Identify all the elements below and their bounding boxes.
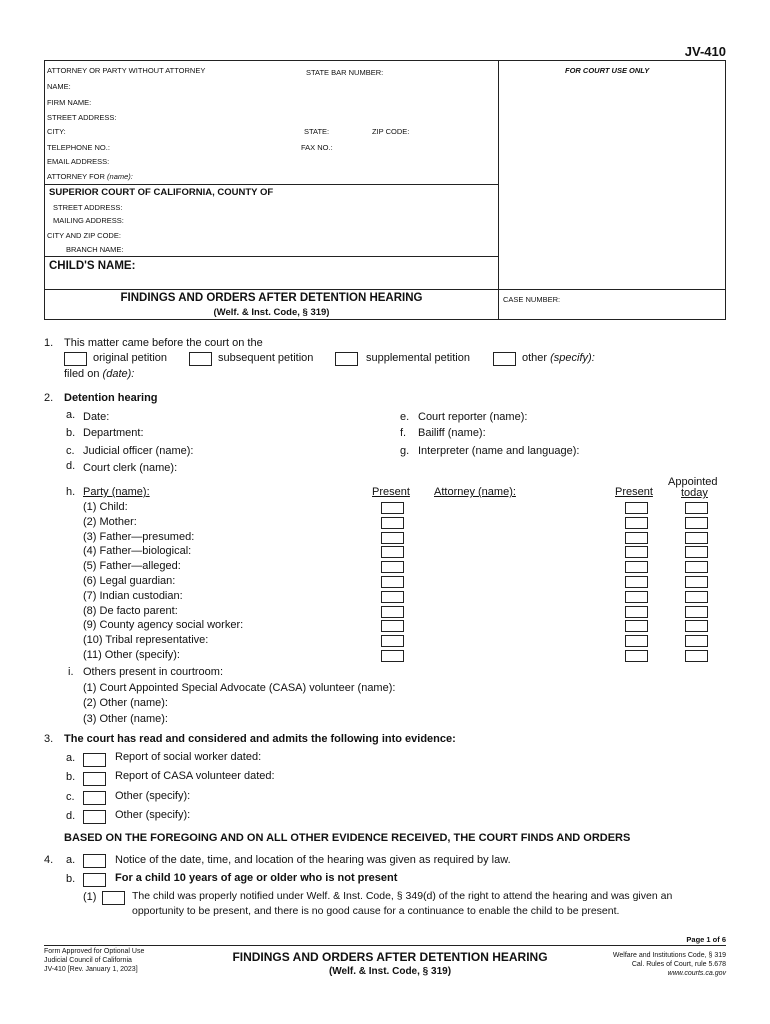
- court-heading: SUPERIOR COURT OF CALIFORNIA, COUNTY OF: [49, 187, 274, 198]
- court-reporter-label[interactable]: Court reporter (name):: [418, 411, 528, 423]
- party-row-label: (7) Indian custodian:: [83, 590, 183, 602]
- footer-website[interactable]: www.courts.ca.gov: [667, 970, 726, 977]
- attorney-appointed-checkbox[interactable]: [685, 532, 708, 544]
- child-notified-line1: The child was properly notified under Welf. & Inst. Code, § 349(d) of the right to attend the hearing and was given an: [132, 890, 673, 902]
- footer-approved: Form Approved for Optional Use: [44, 948, 145, 955]
- bailiff-label[interactable]: Bailiff (name):: [418, 427, 486, 439]
- child-notified-line2: opportunity to be present, and there is no good cause for a continuance to enable the child to be present.: [132, 905, 620, 917]
- court-branch-label[interactable]: BRANCH NAME:: [66, 245, 124, 254]
- party-present-checkbox[interactable]: [381, 591, 404, 603]
- attorney-present-checkbox[interactable]: [625, 517, 648, 529]
- party-row-label: (2) Mother:: [83, 516, 137, 528]
- email-label[interactable]: EMAIL ADDRESS:: [47, 157, 110, 166]
- attorney-appointed-checkbox[interactable]: [685, 650, 708, 662]
- others-present-label: Others present in courtroom:: [83, 666, 224, 678]
- party-present-checkbox[interactable]: [381, 532, 404, 544]
- caption-rule-3: [44, 289, 726, 290]
- child-not-present-checkbox[interactable]: [83, 873, 106, 887]
- item3c-letter: c.: [66, 791, 75, 803]
- footer-title: FINDINGS AND ORDERS AFTER DETENTION HEARING: [232, 950, 548, 964]
- court-mailing-label[interactable]: MAILING ADDRESS:: [53, 216, 124, 225]
- supplemental-petition-checkbox[interactable]: [335, 352, 358, 366]
- fax-label[interactable]: FAX NO.:: [301, 143, 333, 152]
- attorney-appointed-checkbox[interactable]: [685, 591, 708, 603]
- item1-text: This matter came before the court on the: [64, 337, 263, 349]
- party-row-label: (11) Other (specify):: [83, 649, 180, 661]
- state-label[interactable]: STATE:: [304, 127, 330, 136]
- footer-statute: Welfare and Institutions Code, § 319: [612, 952, 726, 959]
- attorney-present-checkbox[interactable]: [625, 561, 648, 573]
- other-petition-checkbox[interactable]: [493, 352, 516, 366]
- party-present-checkbox[interactable]: [381, 517, 404, 529]
- party-present-checkbox[interactable]: [381, 606, 404, 618]
- filed-on-label[interactable]: [64, 368, 134, 380]
- party-present-checkbox[interactable]: [381, 502, 404, 514]
- item4a-letter: a.: [66, 854, 76, 866]
- attorney-present-checkbox[interactable]: [625, 650, 648, 662]
- findings-heading: BASED ON THE FOREGOING AND ON ALL OTHER EVIDENCE RECEIVED, THE COURT FINDS AND ORDERS: [64, 832, 631, 844]
- subsequent-petition-checkbox[interactable]: [189, 352, 212, 366]
- item3d-letter: d.: [66, 810, 76, 822]
- item2d-letter: d.: [66, 460, 76, 472]
- other-petition-label: [522, 352, 595, 364]
- street-label[interactable]: STREET ADDRESS:: [47, 113, 117, 122]
- item2f-letter: f.: [400, 427, 407, 439]
- item3b-letter: b.: [66, 771, 76, 783]
- other-name-1-label[interactable]: (2) Other (name):: [83, 697, 168, 709]
- state-bar-label[interactable]: STATE BAR NUMBER:: [306, 68, 384, 77]
- attorney-present-checkbox[interactable]: [625, 502, 648, 514]
- party-header: Party (name):: [83, 486, 150, 498]
- zip-label[interactable]: ZIP CODE:: [372, 127, 410, 136]
- firm-label[interactable]: FIRM NAME:: [47, 98, 92, 107]
- court-street-label[interactable]: STREET ADDRESS:: [53, 203, 123, 212]
- item3-heading: The court has read and considered and admits the following into evidence:: [64, 733, 456, 745]
- party-row-label: (6) Legal guardian:: [83, 575, 176, 587]
- party-present-checkbox[interactable]: [381, 620, 404, 632]
- attorney-present-checkbox[interactable]: [625, 635, 648, 647]
- other-text: other: [522, 352, 548, 364]
- social-worker-report-checkbox[interactable]: [83, 753, 106, 767]
- other-specify: (specify):: [550, 352, 595, 364]
- attorney-appointed-checkbox[interactable]: [685, 546, 708, 558]
- footer-subtitle: (Welf. & Inst. Code, § 319): [328, 966, 452, 977]
- item4b1-number: (1): [83, 891, 97, 903]
- attorney-present-checkbox[interactable]: [625, 546, 648, 558]
- department-label[interactable]: Department:: [83, 427, 144, 439]
- attorney-appointed-checkbox[interactable]: [685, 561, 708, 573]
- casa-report-label: Report of CASA volunteer dated:: [115, 770, 275, 782]
- party-row-label: (5) Father—alleged:: [83, 560, 181, 572]
- party-row-label: (4) Father—biological:: [83, 545, 192, 557]
- party-present-checkbox[interactable]: [381, 650, 404, 662]
- attorney-appointed-checkbox[interactable]: [685, 502, 708, 514]
- footer-revision: JV-410 [Rev. January 1, 2023]: [44, 966, 138, 973]
- item4-number: 4.: [44, 854, 54, 866]
- item2g-letter: g.: [400, 445, 410, 457]
- item3-number: 3.: [44, 733, 54, 745]
- attorney-appointed-checkbox[interactable]: [685, 576, 708, 588]
- supplemental-petition-label: supplemental petition: [366, 352, 470, 364]
- attorney-for-name: (name):: [107, 172, 133, 181]
- attorney-present-checkbox[interactable]: [625, 606, 648, 618]
- party-present-checkbox[interactable]: [381, 576, 404, 588]
- item1-number: 1.: [44, 337, 54, 349]
- present-header: Present: [372, 486, 410, 498]
- caption-rule-1: [44, 184, 499, 185]
- case-number-label[interactable]: CASE NUMBER:: [503, 295, 561, 304]
- casa-volunteer-label[interactable]: (1) Court Appointed Special Advocate (CASA) volunteer (name):: [83, 682, 396, 694]
- item2h-letter: h.: [66, 486, 76, 498]
- page-number: Page 1 of 6: [686, 935, 726, 944]
- attorney-present-checkbox[interactable]: [625, 591, 648, 603]
- item2i-letter: i.: [68, 666, 74, 678]
- court-clerk-label[interactable]: Court clerk (name):: [83, 462, 178, 474]
- party-present-checkbox[interactable]: [381, 635, 404, 647]
- notice-given-checkbox[interactable]: [83, 854, 106, 868]
- party-present-checkbox[interactable]: [381, 561, 404, 573]
- attorney-present-checkbox[interactable]: [625, 576, 648, 588]
- item2-number: 2.: [44, 392, 54, 404]
- attorney-for-label[interactable]: [47, 172, 133, 181]
- attorney-for-text: ATTORNEY FOR: [47, 172, 105, 181]
- form-number: JV-410: [684, 44, 726, 59]
- party-row-label: (9) County agency social worker:: [83, 619, 244, 631]
- today-header: today: [681, 487, 708, 499]
- judicial-officer-label[interactable]: Judicial officer (name):: [83, 445, 194, 457]
- name-label[interactable]: NAME:: [47, 82, 71, 91]
- other-evidence-1-checkbox[interactable]: [83, 791, 106, 805]
- attorney-present-checkbox[interactable]: [625, 620, 648, 632]
- attorney-appointed-checkbox[interactable]: [685, 606, 708, 618]
- form-title: FINDINGS AND ORDERS AFTER DETENTION HEARING: [120, 292, 423, 304]
- attorney-label: ATTORNEY OR PARTY WITHOUT ATTORNEY: [47, 66, 206, 75]
- attorney-present-checkbox[interactable]: [625, 532, 648, 544]
- form-subtitle: (Welf. & Inst. Code, § 319): [213, 307, 330, 318]
- attorney-appointed-checkbox[interactable]: [685, 620, 708, 632]
- caption-divider: [498, 60, 499, 320]
- attorney-header: Attorney (name):: [434, 486, 516, 498]
- notice-given-label: Notice of the date, time, and location of the hearing was given as required by law.: [115, 854, 511, 866]
- other-evidence-2-label: Other (specify):: [115, 809, 191, 821]
- party-present-checkbox[interactable]: [381, 546, 404, 558]
- footer-rule: [44, 945, 726, 946]
- item2e-letter: e.: [400, 411, 410, 423]
- appointed-header: Appointed: [668, 476, 718, 488]
- item2c-letter: c.: [66, 445, 75, 457]
- filed-on-date: (date):: [102, 368, 135, 380]
- court-city-label[interactable]: CITY AND ZIP CODE:: [47, 231, 121, 240]
- item4b-letter: b.: [66, 873, 76, 885]
- casa-report-checkbox[interactable]: [83, 772, 106, 786]
- item2b-letter: b.: [66, 427, 76, 439]
- attorney-appointed-checkbox[interactable]: [685, 517, 708, 529]
- party-row-label: (8) De facto parent:: [83, 605, 178, 617]
- phone-label[interactable]: TELEPHONE NO.:: [47, 143, 110, 152]
- footer-rule-of-court: Cal. Rules of Court, rule 5.678: [631, 961, 726, 968]
- other-evidence-2-checkbox[interactable]: [83, 810, 106, 824]
- caption-rule-2: [44, 256, 499, 257]
- child-not-present-label: For a child 10 years of age or older who is not present: [115, 872, 398, 884]
- child-notified-checkbox[interactable]: [102, 891, 125, 905]
- interpreter-label[interactable]: Interpreter (name and language):: [418, 445, 580, 457]
- present2-header: Present: [615, 486, 653, 498]
- item3a-letter: a.: [66, 752, 76, 764]
- childs-name-label[interactable]: CHILD'S NAME:: [49, 260, 136, 272]
- hearing-date-label[interactable]: Date:: [83, 411, 110, 423]
- attorney-appointed-checkbox[interactable]: [685, 635, 708, 647]
- city-label[interactable]: CITY:: [47, 127, 66, 136]
- filed-on-text: filed on: [64, 368, 100, 380]
- party-row-label: (1) Child:: [83, 501, 128, 513]
- other-evidence-1-label: Other (specify):: [115, 790, 191, 802]
- footer-council: Judicial Council of California: [44, 957, 132, 964]
- item2-heading: Detention hearing: [64, 392, 158, 404]
- court-use-label: FOR COURT USE ONLY: [565, 66, 650, 75]
- original-petition-label: original petition: [93, 352, 167, 364]
- party-row-label: (3) Father—presumed:: [83, 531, 195, 543]
- subsequent-petition-label: subsequent petition: [218, 352, 314, 364]
- party-row-label: (10) Tribal representative:: [83, 634, 209, 646]
- other-name-2-label[interactable]: (3) Other (name):: [83, 713, 168, 725]
- item2a-letter: a.: [66, 409, 76, 421]
- social-worker-report-label: Report of social worker dated:: [115, 751, 262, 763]
- original-petition-checkbox[interactable]: [64, 352, 87, 366]
